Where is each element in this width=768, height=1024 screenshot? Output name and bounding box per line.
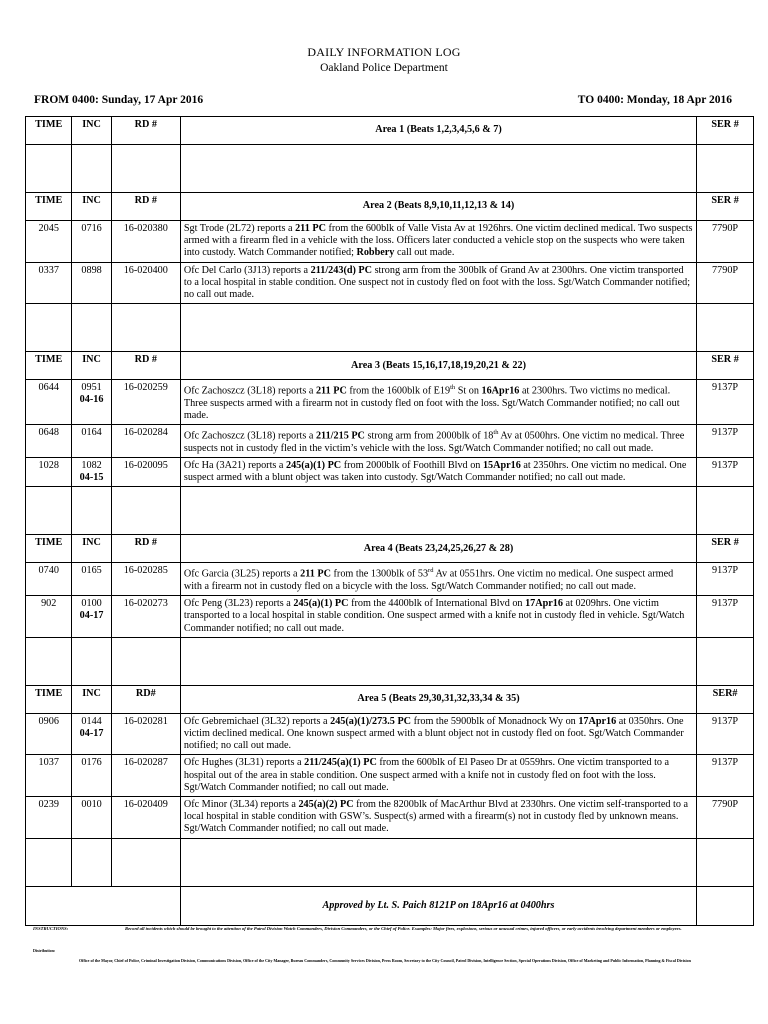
incident-number xyxy=(72,380,111,425)
description-segment: 211 PC xyxy=(300,568,331,580)
incident-row xyxy=(26,262,754,304)
incident-row xyxy=(26,458,754,487)
approval-blank-cell xyxy=(697,886,754,925)
description-segment: 211 PC xyxy=(295,223,326,234)
blank-cell xyxy=(72,637,111,685)
blank-cell xyxy=(697,487,754,535)
incident-serial: 7790P xyxy=(697,797,754,839)
ser-header: SER # xyxy=(697,535,754,563)
inc-header: INC xyxy=(72,535,111,563)
description-segment: 15Apr16 xyxy=(482,460,521,472)
incident-description xyxy=(180,713,696,755)
blank-cell xyxy=(111,487,180,535)
description-segment: Sgt Trode (2L72) reports a xyxy=(183,223,296,234)
incident-time: 0906 xyxy=(26,713,72,755)
description-segment: 211/245(a)(1) PC xyxy=(304,757,377,769)
incident-time: 2045 xyxy=(26,221,72,263)
incident-row xyxy=(26,797,754,839)
incident-rd-number: 16-020095 xyxy=(111,458,180,487)
description-segment: Ofc Garcia (3L25) reports a xyxy=(183,568,301,580)
incident-time: 902 xyxy=(26,596,72,638)
description-segment: rd xyxy=(428,567,434,575)
incident-time: 0644 xyxy=(26,380,72,425)
incident-number xyxy=(72,563,111,596)
description-segment: 245(a)(1) PC xyxy=(293,598,349,610)
description-segment: Ofc Hughes (3L31) reports a xyxy=(183,757,305,769)
time-header: TIME xyxy=(26,352,72,380)
incident-serial: 9137P xyxy=(697,713,754,755)
to-date: TO 0400: Monday, 18 Apr 2016 xyxy=(577,94,732,106)
description-segment: at 2300hrs. Two victims no medical. Three suspects armed with a firearm not in custody fled on foot with the loss. Sgt/Watch Commander notified; no call out made. xyxy=(183,385,680,422)
incident-inc: 0100 xyxy=(81,598,102,610)
rd-header: RD # xyxy=(111,193,180,221)
description-segment: from the 600blk of Valle Vista Av at 1926hrs. One victim declined medical. Two suspects armed with a firearm fled in a vehicle with the loss. Officers later conducted a vehicle stop on the suspects who were taken into custody. Watch Commander notified; xyxy=(183,223,693,259)
incident-row xyxy=(26,563,754,596)
blank-row xyxy=(26,487,754,535)
description-segment: Av at 0500hrs. One victim no medical. Three suspects not in custody fled in the victim’s vehicle with the loss. Sgt/Watch Commander notified; no call out made. xyxy=(183,430,685,454)
incident-row xyxy=(26,596,754,638)
incident-rd-number: 16-020259 xyxy=(111,380,180,425)
description-segment: Ofc Zachoszcz (3L18) reports a xyxy=(183,385,316,397)
area-header-row xyxy=(26,117,754,145)
inc-header: INC xyxy=(72,352,111,380)
blank-cell xyxy=(111,637,180,685)
incident-serial: 7790P xyxy=(697,262,754,304)
incident-serial: 9137P xyxy=(697,425,754,458)
incident-description xyxy=(180,380,696,425)
incident-time: 1028 xyxy=(26,458,72,487)
incident-description xyxy=(180,596,696,638)
description-segment: from the 5900blk of Monadnock Wy on xyxy=(411,715,579,727)
ser-header: SER# xyxy=(697,685,754,713)
description-segment: from the 8200blk of MacArthur Blvd at 2330hrs. One victim self-transported to a local hospital in stable condition with GSW’s. Suspect(s) armed with a firearm(s) not in custody fled by unknown means. Sgt/Watch Commander notified; no call out made. xyxy=(183,799,689,835)
incident-number xyxy=(72,596,111,638)
incident-row xyxy=(26,380,754,425)
blank-cell xyxy=(180,304,696,352)
blank-cell xyxy=(111,304,180,352)
incident-time: 0740 xyxy=(26,563,72,596)
description-segment: from the 4400blk of International Blvd on xyxy=(348,598,526,610)
incident-rd-number: 16-020400 xyxy=(111,262,180,304)
blank-row xyxy=(26,838,754,886)
incident-serial: 9137P xyxy=(697,596,754,638)
blank-cell xyxy=(697,637,754,685)
incident-rd-number: 16-020409 xyxy=(111,797,180,839)
blank-cell xyxy=(26,637,72,685)
description-segment: th xyxy=(493,429,499,437)
description-segment: th xyxy=(450,384,456,392)
blank-cell xyxy=(72,487,111,535)
incident-log-body xyxy=(26,117,754,926)
description-segment: Ofc Gebremichael (3L32) reports a xyxy=(183,715,331,727)
incident-number xyxy=(72,755,111,797)
blank-cell xyxy=(697,145,754,193)
distribution-text: Office of the Mayor, Chief of Police, Criminal Investigation Division, Communications Division, Office of the City Manager, Bureau Commanders, Community Services Division, Press Room, Secretary to the City Council, Patrol Division, Intelligence Section, Special Operations Division, Office of Marketing and Public Information, Planning & Fiscal Division xyxy=(79,958,691,963)
description-segment: 211 PC xyxy=(315,385,347,397)
description-segment: 16Apr16 xyxy=(481,385,520,397)
blank-cell xyxy=(26,838,72,886)
incident-description xyxy=(180,425,696,458)
incident-row xyxy=(26,221,754,263)
approval-text: Approved by Lt. S. Paich 8121P on 18Apr16 at 0400hrs xyxy=(180,886,696,925)
area-header-row xyxy=(26,685,754,713)
blank-cell xyxy=(26,304,72,352)
incident-description xyxy=(180,262,696,304)
blank-cell xyxy=(180,637,696,685)
description-segment: St on xyxy=(455,385,482,397)
from-date: FROM 0400: Sunday, 17 Apr 2016 xyxy=(34,94,204,106)
incident-rd-number: 16-020284 xyxy=(111,425,180,458)
rd-header: RD # xyxy=(111,352,180,380)
incident-inc: 0716 xyxy=(81,223,102,234)
description-segment: Ofc Del Carlo (3J13) reports a xyxy=(183,264,311,276)
description-segment: from the 600blk of El Paseo Dr at 0559hrs. One victim transported to a hospital out of the area in stable condition. One suspect armed with a knife not in custody fled on foot with the loss. Sgt/Watch Commander notified; no call out made. xyxy=(183,757,670,793)
incident-inc: 0144 xyxy=(81,715,102,727)
department-name: Oakland Police Department xyxy=(320,62,448,74)
blank-cell xyxy=(697,304,754,352)
description-segment: at 2350hrs. One victim no medical. One suspect armed with a blunt object was taken into custody. Sgt/Watch Commander notified; no call out made. xyxy=(183,460,687,484)
time-header: TIME xyxy=(26,535,72,563)
ser-header: SER # xyxy=(697,117,754,145)
blank-cell xyxy=(180,838,696,886)
incident-description xyxy=(180,563,696,596)
approval-blank-cell xyxy=(26,886,181,925)
time-header: TIME xyxy=(26,685,72,713)
incident-time: 1037 xyxy=(26,755,72,797)
rd-header: RD # xyxy=(111,535,180,563)
area-title: Area 5 (Beats 29,30,31,32,33,34 & 35) xyxy=(180,685,696,713)
ser-header: SER # xyxy=(697,352,754,380)
rd-header: RD# xyxy=(111,685,180,713)
incident-serial: 9137P xyxy=(697,380,754,425)
description-segment: from 2000blk of Foothill Blvd on xyxy=(341,460,483,472)
description-segment: 211/215 PC xyxy=(315,430,365,442)
blank-cell xyxy=(180,487,696,535)
distribution-label: Distribution: xyxy=(33,948,56,953)
incident-inc: 1082 xyxy=(81,460,102,472)
incident-inc: 0010 xyxy=(81,799,102,811)
description-segment: 245(a)(2) PC xyxy=(298,799,354,811)
incident-inc: 0164 xyxy=(81,427,102,439)
blank-row xyxy=(26,145,754,193)
area-header-row xyxy=(26,193,754,221)
incident-number xyxy=(72,797,111,839)
blank-row xyxy=(26,304,754,352)
description-segment: 17Apr16 xyxy=(578,715,617,727)
incident-number xyxy=(72,458,111,487)
incident-inc: 0951 xyxy=(81,382,102,394)
incident-date: 04-16 xyxy=(79,394,104,406)
incident-description xyxy=(180,755,696,797)
description-segment: 17Apr16 xyxy=(525,598,563,610)
incident-date: 04-17 xyxy=(79,610,104,622)
area-title: Area 2 (Beats 8,9,10,11,12,13 & 14) xyxy=(180,193,696,221)
blank-cell xyxy=(72,838,111,886)
description-segment: at 0350hrs. One victim declined medical. One known suspect armed with a blunt object not in custody fled on foot. Sgt/Watch Commander notified; no call out made. xyxy=(183,715,684,752)
blank-cell xyxy=(26,145,72,193)
incident-log-table xyxy=(25,116,754,926)
blank-cell xyxy=(180,145,696,193)
description-segment: Ofc Minor (3L34) reports a xyxy=(183,799,299,811)
incident-serial: 9137P xyxy=(697,755,754,797)
incident-rd-number: 16-020281 xyxy=(111,713,180,755)
incident-number xyxy=(72,262,111,304)
incident-rd-number: 16-020287 xyxy=(111,755,180,797)
incident-number xyxy=(72,221,111,263)
blank-cell xyxy=(72,304,111,352)
blank-cell xyxy=(26,487,72,535)
description-segment: Ofc Zachoszcz (3L18) reports a xyxy=(183,430,316,442)
description-segment: Robbery xyxy=(356,247,395,259)
incident-number xyxy=(72,713,111,755)
incident-time: 0337 xyxy=(26,262,72,304)
inc-header: INC xyxy=(72,117,111,145)
blank-cell xyxy=(72,145,111,193)
incident-date: 04-17 xyxy=(79,728,104,740)
description-segment: Ofc Peng (3L23) reports a xyxy=(183,598,294,610)
incident-row xyxy=(26,713,754,755)
inc-header: INC xyxy=(72,685,111,713)
incident-number xyxy=(72,425,111,458)
incident-rd-number: 16-020273 xyxy=(111,596,180,638)
incident-date: 04-15 xyxy=(79,472,104,484)
incident-rd-number: 16-020380 xyxy=(111,221,180,263)
description-segment: from the 1600blk of E19 xyxy=(346,385,451,397)
area-title: Area 4 (Beats 23,24,25,26,27 & 28) xyxy=(180,535,696,563)
incident-description xyxy=(180,458,696,487)
incident-time: 0239 xyxy=(26,797,72,839)
incident-row xyxy=(26,425,754,458)
description-segment: at 0209hrs. One victim transported to a local hospital in stable condition. One suspect armed with a knife not in custody fled in vehicle. Sgt/Watch Commander notified; no call out made. xyxy=(183,598,685,634)
incident-row xyxy=(26,755,754,797)
description-segment: Av at 0551hrs. One victim no medical. One suspect armed with a firearm not in custody fled on a bicycle with the loss. Sgt/Watch Commander notified; no call out made. xyxy=(183,568,674,593)
incident-description xyxy=(180,221,696,263)
incident-inc: 0176 xyxy=(81,757,102,769)
instructions-text: Record all incidents which should be brought to the attention of the Patrol Division Watch Commanders, Division Commanders, or the Chief of Police. Examples: Major fires, explosions, serious or unusual crimes, injured officers, or early accidents involving department members or employees. xyxy=(125,926,682,931)
time-header: TIME xyxy=(26,193,72,221)
incident-serial: 7790P xyxy=(697,221,754,263)
description-segment: from the 1300blk of 53 xyxy=(330,568,429,580)
incident-description xyxy=(180,797,696,839)
inc-header: INC xyxy=(72,193,111,221)
area-title: Area 1 (Beats 1,2,3,4,5,6 & 7) xyxy=(180,117,696,145)
description-segment: strong arm from the 300blk of Grand Av at 2300hrs. One victim transported to a local hospital in stable condition. One suspect not in custody fled on foot with the loss. Sgt/Watch Commander notified; no call out made. xyxy=(183,264,691,301)
description-segment: Ofc Ha (3A21) reports a xyxy=(183,460,286,472)
log-title: DAILY INFORMATION LOG xyxy=(307,45,461,59)
incident-serial: 9137P xyxy=(697,563,754,596)
description-segment: call out made. xyxy=(394,247,455,259)
area-title: Area 3 (Beats 15,16,17,18,19,20,21 & 22) xyxy=(180,352,696,380)
description-segment: 245(a)(1) PC xyxy=(285,460,342,472)
incident-inc: 0898 xyxy=(81,264,102,276)
incident-serial: 9137P xyxy=(697,458,754,487)
description-segment: 211/243(d) PC xyxy=(310,264,373,276)
blank-cell xyxy=(111,838,180,886)
ser-header: SER # xyxy=(697,193,754,221)
description-segment: strong arm from 2000blk of 18 xyxy=(364,430,494,442)
blank-cell xyxy=(111,145,180,193)
incident-rd-number: 16-020285 xyxy=(111,563,180,596)
description-segment: 245(a)(1)/273.5 PC xyxy=(330,715,412,727)
blank-row xyxy=(26,637,754,685)
time-header: TIME xyxy=(26,117,72,145)
approval-row xyxy=(26,886,754,925)
area-header-row xyxy=(26,535,754,563)
area-header-row xyxy=(26,352,754,380)
instructions-label: INSTRUCTIONS: xyxy=(33,926,69,931)
rd-header: RD # xyxy=(111,117,180,145)
incident-inc: 0165 xyxy=(81,565,102,577)
blank-cell xyxy=(697,838,754,886)
incident-time: 0648 xyxy=(26,425,72,458)
